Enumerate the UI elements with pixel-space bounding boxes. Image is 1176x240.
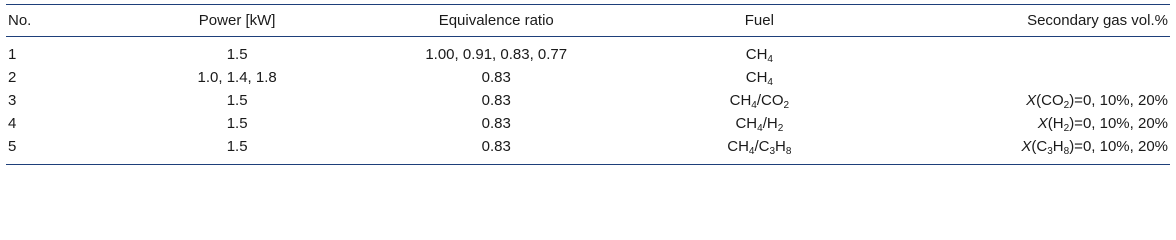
experimental-conditions-table	[6, 4, 1170, 165]
cell-fuel: $CH_4$	[745, 69, 773, 88]
cell-secondary: $X(H_2)=0$, 10%, 20%	[1037, 115, 1168, 134]
cell-no: 4	[8, 115, 17, 132]
table-row	[6, 112, 1170, 135]
cell-secondary	[893, 66, 1170, 89]
cell-equivalence: 0.83	[481, 92, 511, 109]
cell-fuel: $CH_4/CO_2$	[729, 92, 790, 111]
table-row	[6, 135, 1170, 165]
header-secondary: Secondary gas vol.%	[1027, 12, 1168, 29]
cell-no: 5	[8, 138, 17, 155]
header-power: Power [kW]	[198, 12, 276, 29]
cell-no: 1	[8, 46, 17, 63]
cell-fuel: $CH_4/C_3H_8$	[727, 138, 792, 157]
table-row	[6, 37, 1170, 67]
cell-equivalence: 0.83	[481, 69, 511, 86]
header-fuel: Fuel	[744, 12, 774, 29]
cell-fuel: $CH_4$	[745, 46, 773, 65]
table-row	[6, 66, 1170, 89]
cell-equivalence: 0.83	[481, 115, 511, 132]
header-row	[6, 5, 1170, 37]
cell-no: 2	[8, 69, 17, 86]
header-equivalence: Equivalence ratio	[438, 12, 554, 29]
cell-secondary: $X(CO_2)=0$, 10%, 20%	[1026, 92, 1168, 111]
table-body	[6, 37, 1170, 165]
cell-fuel: $CH_4/H_2$	[735, 115, 784, 134]
cell-secondary: $X(C_3H_8)=0$, 10%, 20%	[1021, 138, 1168, 157]
cell-power: 1.5	[226, 115, 248, 132]
cell-power: 1.5	[226, 92, 248, 109]
table-header	[6, 5, 1170, 37]
experimental-conditions-table-wrap	[6, 4, 1170, 165]
cell-power: 1.0, 1.4, 1.8	[197, 69, 277, 86]
cell-secondary	[893, 37, 1170, 67]
table-row	[6, 89, 1170, 112]
cell-power: 1.5	[226, 138, 248, 155]
cell-equivalence: 1.00, 0.91, 0.83, 0.77	[425, 46, 568, 63]
cell-power: 1.5	[226, 46, 248, 63]
header-no: No.	[8, 12, 32, 29]
cell-equivalence: 0.83	[481, 138, 511, 155]
cell-no: 3	[8, 92, 17, 109]
